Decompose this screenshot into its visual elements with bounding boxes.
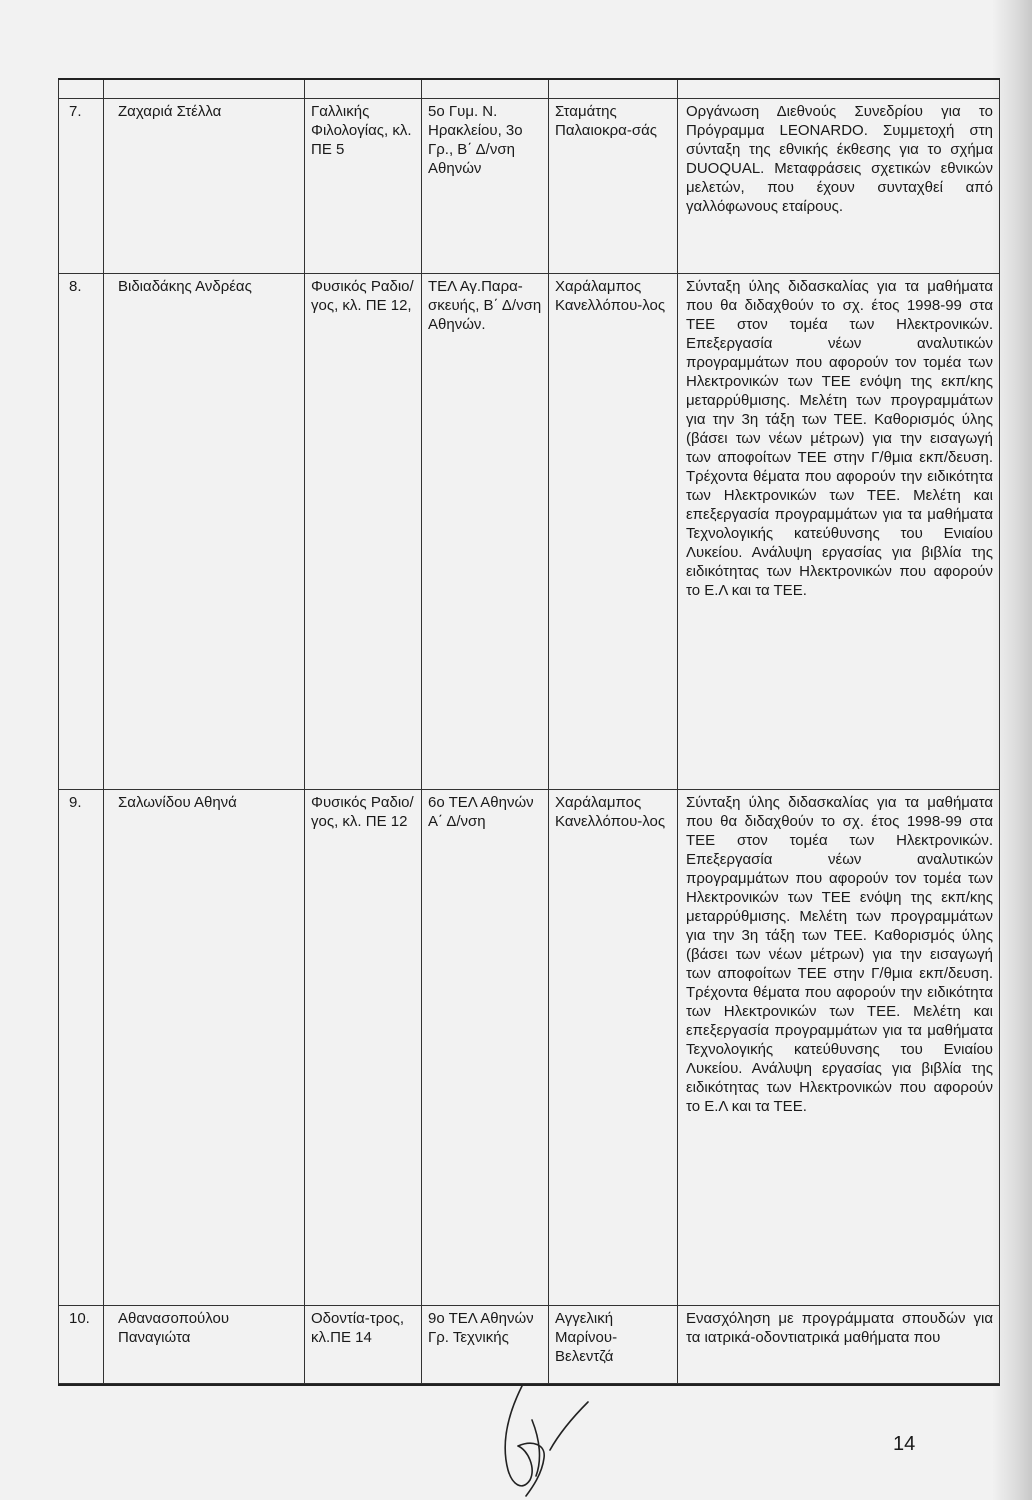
school [422, 99, 549, 274]
table-row [59, 1306, 1000, 1384]
specialty: Γαλλικής Φιλολογίας, κλ. ΠΕ 5 [305, 99, 422, 274]
tasks-description: Σύνταξη ύλης διδασκαλίας για τα μαθήματα που θα διδαχθούν το σχ. έτος 1998-99 στα ΤΕΕ στον τομέα των Ηλεκτρονικών. Επεξεργασία νέων αναλυτικών προγραμμάτων που αφορούν τον τομέα των Ηλεκτρονικών των ΤΕΕ ενόψη της εκπ/κης μεταρρύθμισης. Μελέτη των προγραμμάτων για την 3η τάξη των ΤΕΕ. Καθορισμός ύλης (βάσει των νέων μέτρων) για την εισαγωγή των αποφοίτων ΤΕΕ στην Γ/θμια εκπ/δευση. Τρέχοντα θέματα που αφορούν την ειδικότητα των Ηλεκτρονικών των ΤΕΕ. Μελέτη και επεξεργασία προγραμμάτων για τα μαθήματα Τεχνολογικής κατεύθυνσης του Ενιαίου Λυκείου. Ανάλυψη εργασίας για βιβλία της ειδικότητας των Ηλεκτρονικών που αφορούν το Ε.Λ και τα ΤΕΕ. [678, 274, 1000, 790]
row-number: 7. [69, 103, 82, 120]
supervisor: Αγγελική Μαρίνου-Βελεντζά [549, 1306, 678, 1384]
table-row [59, 790, 1000, 1306]
table-row [59, 274, 1000, 790]
assignments-table [58, 80, 1000, 1384]
table-row [59, 99, 1000, 274]
supervisor: Χαράλαμπος Κανελλόπου-λος [549, 274, 678, 790]
employee-name: Ζαχαριά Στέλλα [104, 99, 305, 274]
specialty: Φυσικός Ραδιο/γος, κλ. ΠΕ 12, [305, 274, 422, 790]
tasks-description: Οργάνωση Διεθνούς Συνεδρίου για το Πρόγραμμα LEONARDO. Συμμετοχή στη σύνταξη της εθνικής έκθεσης για το σχήμα DUOQUAL. Μεταφράσεις σχετικών εθνικών μελετών, που έχουν συνταχθεί από γαλλόφωνους εταίρους. [678, 99, 1000, 274]
handwritten-signature [470, 1380, 600, 1498]
school-text: 5ο Γυμ. Ν. Ηρακλείου, 3ο Γρ., Β΄ Δ/νση Αθηνών [428, 103, 523, 177]
specialty: Φυσικός Ραδιο/γος, κλ. ΠΕ 12 [305, 790, 422, 1306]
school: 9ο ΤΕΛ Αθηνών Γρ. Τεχνικής [422, 1306, 549, 1384]
supervisor: Χαράλαμπος Κανελλόπου-λος [549, 790, 678, 1306]
row-number: 8. [69, 278, 82, 295]
supervisor: Σταμάτης Παλαιοκρα-σάς [549, 99, 678, 274]
employee-name: Σαλωνίδου Αθηνά [104, 790, 305, 1306]
school: 6ο ΤΕΛ Αθηνών Α΄ Δ/νση [422, 790, 549, 1306]
table-header-row [59, 80, 1000, 99]
row-number: 9. [69, 794, 82, 811]
staff-table [58, 78, 1000, 1386]
page-number: 14 [893, 1433, 916, 1455]
employee-name: Αθανασοπούλου Παναγιώτα [104, 1306, 305, 1384]
tasks-description: Ενασχόληση με προγράμματα σπουδών για τα ιατρικά-οδοντιατρικά μαθήματα που [678, 1306, 1000, 1384]
specialty: Οδοντία-τρος, κλ.ΠΕ 14 [305, 1306, 422, 1384]
row-number: 10. [69, 1310, 90, 1327]
school: ΤΕΛ Αγ.Παρα-σκευής, Β΄ Δ/νση Αθηνών. [422, 274, 549, 790]
employee-name: Βιδιαδάκης Ανδρέας [104, 274, 305, 790]
tasks-description: Σύνταξη ύλης διδασκαλίας για τα μαθήματα που θα διδαχθούν το σχ. έτος 1998-99 στα ΤΕΕ στον τομέα των Ηλεκτρονικών. Επεξεργασία νέων αναλυτικών προγραμμάτων που αφορούν τον τομέα των Ηλεκτρονικών των ΤΕΕ ενόψη της εκπ/κης μεταρρύθμισης. Μελέτη των προγραμμάτων για την 3η τάξη των ΤΕΕ. Καθορισμός ύλης (βάσει των νέων μέτρων) για την εισαγωγή των αποφοίτων ΤΕΕ στην Γ/θμια εκπ/δευση. Τρέχοντα θέματα που αφορούν την ειδικότητα των Ηλεκτρονικών των ΤΕΕ. Μελέτη και επεξεργασία προγραμμάτων για τα μαθήματα Τεχνολογικής κατεύθυνσης του Ενιαίου Λυκείου. Ανάλυψη εργασίας για βιβλία της ειδικότητας των Ηλεκτρονικών που αφορούν το Ε.Λ και τα ΤΕΕ. [678, 790, 1000, 1306]
